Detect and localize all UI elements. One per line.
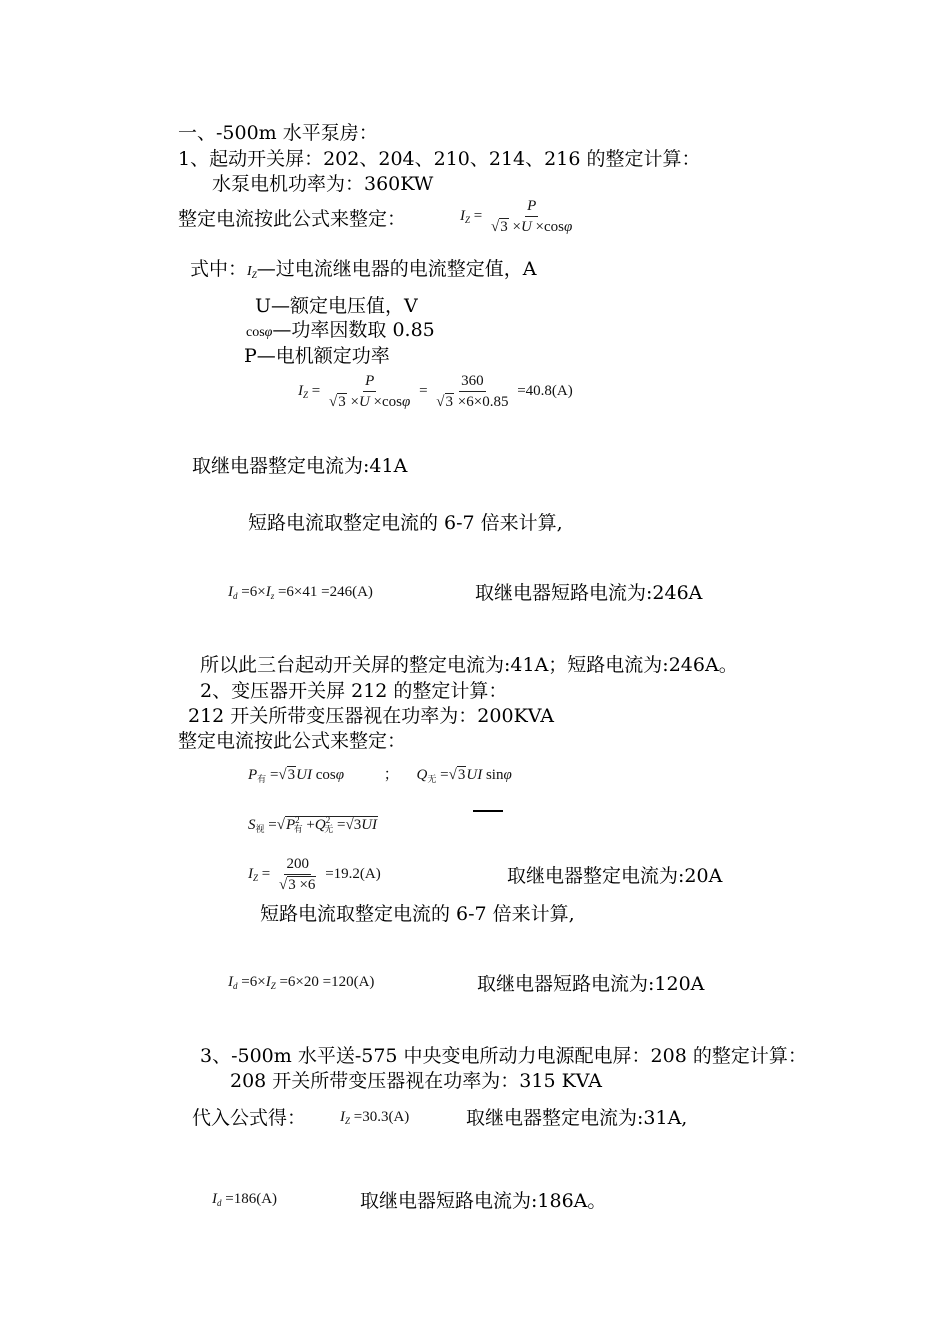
substitute-formula-text: 代入公式得：: [192, 1107, 307, 1129]
relay-setting-31a: 取继电器整定电流为:31A,: [466, 1107, 688, 1129]
short-circuit-rule-1: 短路电流取整定电流的 6-7 倍来计算,: [248, 512, 563, 534]
relay-setting-20a: 取继电器整定电流为:20A: [507, 865, 723, 887]
formula-iz-30-3: $I_Z =30.3(A)$: [340, 1109, 410, 1126]
section-2-title: 2、变压器开关屏 212 的整定计算：: [200, 680, 508, 702]
where-p-line: P—电机额定功率: [244, 345, 390, 367]
transformer-power-315kva: 208 开关所带变压器视在功率为：315 KVA: [230, 1070, 602, 1092]
formula-intro-text: 整定电流按此公式来整定：: [178, 208, 407, 230]
short-circuit-rule-2: 短路电流取整定电流的 6-7 倍来计算,: [260, 903, 575, 925]
decorative-rule: [473, 810, 503, 812]
motor-power-text: 水泵电机功率为：360KW: [212, 173, 434, 195]
where-u-line: U—额定电压值，V: [255, 295, 418, 317]
short-circuit-result-246a: 取继电器短路电流为:246A: [475, 582, 703, 604]
relay-setting-41a: 取继电器整定电流为:41A: [192, 455, 408, 477]
section-heading-pump-room: 一、-500m 水平泵房：: [178, 122, 378, 144]
formula-iz-calculation: $I_Z$ = $\frac{P}{√3 \times U \times\cos\varphi}$ = $\frac{360}{√3 \times 6\times 0.85}$ =40.8(A): [298, 373, 573, 410]
formula-id-120: $I_d =6\times I_Z =6\times 20 =120(A)$: [228, 974, 375, 991]
section-1-title: 1、起动开关屏：202、204、210、214、216 的整定计算：: [178, 148, 701, 170]
formula-id-186: $I_d =186(A)$: [212, 1191, 278, 1208]
section-3-title: 3、-500m 水平送-575 中央变电所动力电源配电屏：208 的整定计算：: [200, 1045, 807, 1067]
formula-iz-19-2: $I_Z$ = $\frac{200}{√3 \times 6}$ =19.2(A): [248, 856, 381, 893]
formula-iz-general: $I_Z$ = $\frac{P}{√3 \times U \times\cos\varphi}$: [460, 198, 573, 235]
formula-apparent-power: $S_视 =√P^2_有 +Q^2_无 =√3UI$: [248, 815, 378, 834]
where-iz-line: 式中：$I_Z—$过电流继电器的电流整定值，A: [190, 258, 537, 280]
transformer-power-200kva: 212 开关所带变压器视在功率为：200KVA: [188, 705, 554, 727]
short-circuit-result-120a: 取继电器短路电流为:120A: [477, 973, 705, 995]
formula-id-246: $I_d =6\times I_z =6\times 41 =246(A)$: [228, 584, 373, 601]
short-circuit-result-186a: 取继电器短路电流为:186A。: [360, 1190, 607, 1212]
formula-active-reactive-power: $P_有 =√3UI$ cosφ ； $Q_无 =√3UI$ sinφ: [248, 767, 512, 784]
section-1-conclusion: 所以此三台起动开关屏的整定电流为:41A；短路电流为:246A。: [200, 654, 738, 676]
formula-intro-text-2: 整定电流按此公式来整定：: [178, 730, 407, 752]
where-cos-line: cosφ—功率因数取 0.85: [246, 319, 435, 341]
